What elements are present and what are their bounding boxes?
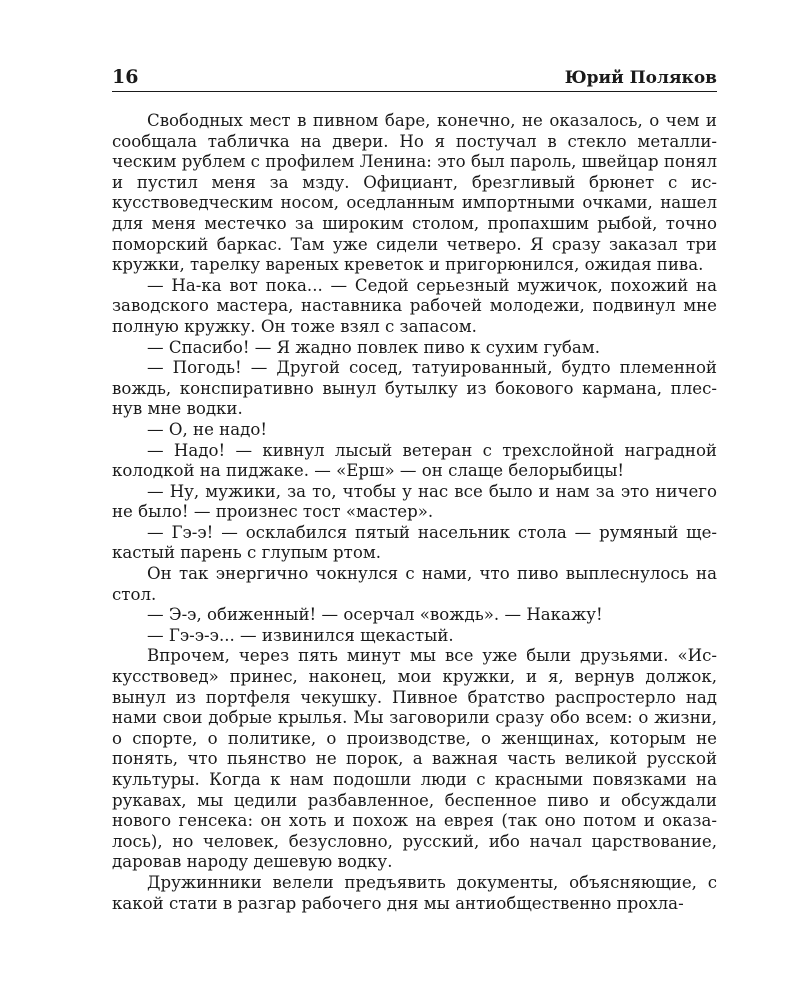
- paragraph: — Гэ-э-э... — извинился щекастый.: [147, 625, 454, 645]
- paragraph: — Надо! — кивнул лысый ветеран с трехслойной наградной колодкой на пиджаке. — «Ерш» — он слаще белорыбицы!: [112, 440, 717, 481]
- paragraph: — На-ка вот пока... — Седой серьезный мужичок, похожий на заводского мастера, наставника рабочей молодежи, подвинул мне полную кружку. Он тоже взял с запасом.: [112, 275, 717, 336]
- body-text: [112, 111, 717, 914]
- paragraph: — Гэ-э! — осклабился пятый насельник стола — румяный щекастый парень с глупым ртом.: [112, 522, 717, 563]
- paragraph: Дружинники велели предъявить документы, объясняющие, с какой стати в разгар рабочего дня мы антиобщественно прохла-: [112, 872, 717, 913]
- paragraph: Впрочем, через пять минут мы все уже были друзьями. «Искусствовед» принес, наконец, мои кружки, и я, вернув должок, вынул из портфеля чекушку. Пивное братство распростерло над нами свои добрые крылья. Мы заговорили сразу обо всем: о жизни, о спорте, о политике, о производстве, о женщинах, которым не понять, что пьянство не порок, а важная часть великой русской культуры. Когда к нам подошли люди с красными повязками на рукавах, мы цедили разбавленное, беспенное пиво и обсуждали нового генсека: он хоть и похож на еврея (так оно потом и оказалось), но человек, безусловно, русский, ибо начал царствование, даровав народу дешевую водку.: [112, 646, 717, 872]
- paragraph: Он так энергично чокнулся с нами, что пиво выплеснулось на стол.: [112, 564, 717, 604]
- paragraph: — О, не надо!: [147, 419, 268, 439]
- paragraph: — Э-э, обиженный! — осерчал «вождь». — Накажу!: [147, 605, 603, 625]
- paragraph: — Ну, мужики, за то, чтобы у нас все было и нам за это ничего не было! — произнес тост «мастер».: [112, 481, 717, 522]
- running-header: [112, 64, 717, 92]
- book-page: [112, 64, 717, 914]
- page-number: 16: [112, 66, 139, 88]
- paragraph: — Погодь! — Другой сосед, татуированный, будто племенной вождь, конспиративно вынул бутылку из бокового кармана, плеснув мне водки.: [112, 358, 717, 419]
- paragraph: Свободных мест в пивном баре, конечно, не оказалось, о чем и сообщала табличка на двери. Но я постучал в стекло металлическим рублем с профилем Ленина: это был пароль, швейцар понял и пустил меня за мзду. Официант, брезгливый брюнет с искусствоведческим носом, оседланным импортными очками, нашел для меня местечко за широким столом, пропахшим рыбой, точно поморский баркас. Там уже сидели четверо. Я сразу заказал три кружки, тарелку вареных креветок и пригорюнился, ожидая пива.: [112, 111, 717, 275]
- author-name: Юрий Поляков: [564, 68, 717, 88]
- paragraph: — Спасибо! — Я жадно повлек пиво к сухим губам.: [147, 337, 600, 357]
